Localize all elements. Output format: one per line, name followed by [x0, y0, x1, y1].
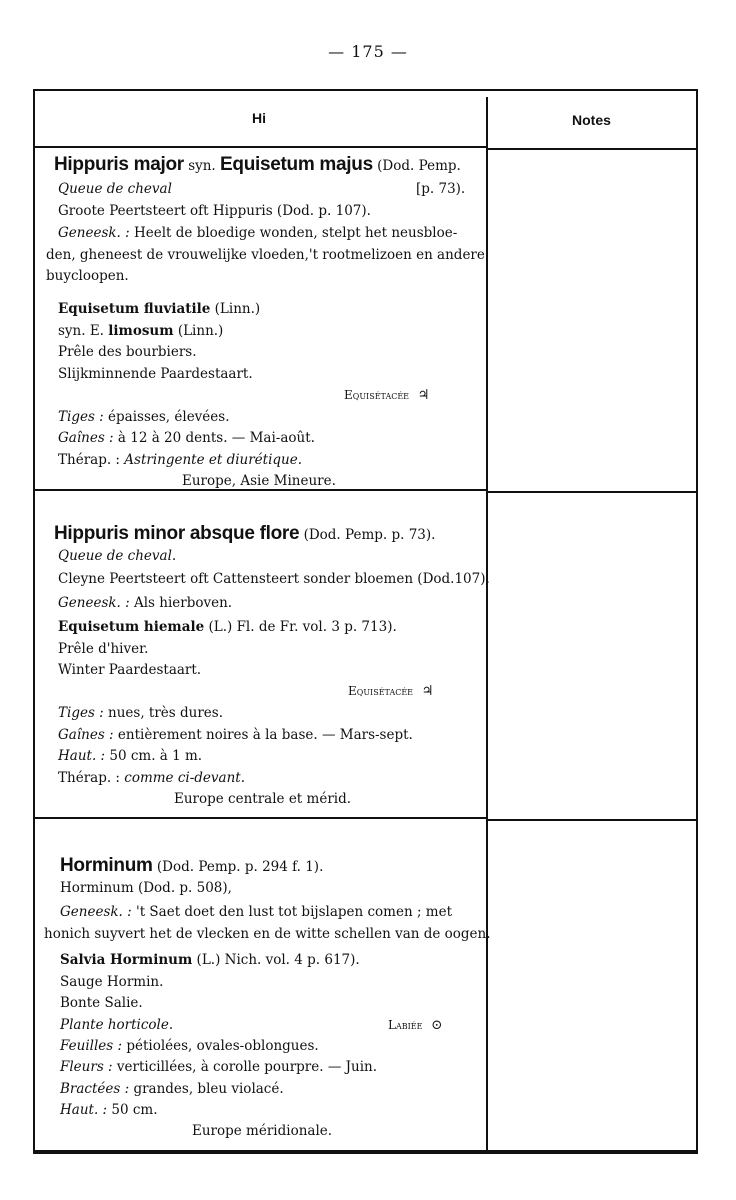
text: épaisses, élevées.	[108, 409, 230, 425]
distribution: Europe centrale et mérid.	[174, 791, 352, 807]
latin-name: Equisetum hiemale	[58, 619, 205, 635]
label: Geneesk. :	[60, 904, 132, 920]
entry-title: Hippuris major	[54, 154, 184, 175]
family-symbol: ♃	[421, 683, 434, 699]
authority: (Linn.)	[177, 323, 224, 339]
left-column-header: Hi	[252, 110, 266, 126]
notes-divider-2	[488, 819, 696, 821]
label: Fleurs :	[60, 1059, 113, 1075]
latin-name: Salvia Horminum	[60, 952, 193, 968]
text: honich suyvert het de vlecken en de witte schellen van de oogen.	[44, 926, 491, 942]
label: Gaînes :	[58, 430, 114, 446]
label: Geneesk. :	[58, 225, 130, 241]
label: Plante horticole.	[60, 1017, 174, 1033]
header-rule-right	[488, 148, 696, 150]
distribution: Europe méridionale.	[192, 1123, 333, 1139]
dutch-name: Bonte Salie.	[60, 995, 143, 1011]
reference-page: [p. 73).	[416, 181, 466, 197]
page-number: — 175 —	[328, 42, 408, 61]
entry-horminum	[44, 0, 491, 1200]
column-divider	[486, 97, 488, 1154]
authority: (L.) Nich. vol. 4 p. 617).	[196, 952, 360, 968]
french-name: Queue de cheval	[58, 181, 172, 197]
french-name: Prêle d'hiver.	[58, 641, 149, 657]
latin-name: limosum	[108, 323, 174, 339]
text: à 12 à 20 dents. — Mai-août.	[117, 430, 315, 446]
text: 't Saet doet den lust tot bijslapen comen ; met	[135, 904, 453, 920]
family-symbol: ⊙	[431, 1017, 443, 1033]
family-symbol: ♃	[417, 387, 430, 403]
text: syn. E.	[58, 323, 104, 339]
authority: (Linn.)	[214, 301, 261, 317]
reference: (Dod. Pemp. p. 73).	[303, 527, 436, 543]
reference: (Dod. Pemp.	[377, 158, 461, 174]
text: buycloopen.	[46, 268, 129, 284]
dutch-name: Winter Paardestaart.	[58, 662, 202, 678]
dutch-name: Slijkminnende Paardestaart.	[58, 366, 253, 382]
french-name: Prêle des bourbiers.	[58, 344, 197, 360]
family-name: Equisétacée	[348, 684, 414, 698]
label: Haut. :	[58, 748, 106, 764]
synonym: Horminum (Dod. p. 508),	[60, 880, 232, 896]
distribution: Europe, Asie Mineure.	[182, 473, 336, 489]
label: Gaînes :	[58, 727, 114, 743]
family-name: Equisétacée	[344, 388, 410, 402]
notes-divider-1	[488, 491, 696, 493]
entry-title-synonym: Equisetum majus	[220, 154, 373, 175]
label: Tiges :	[58, 705, 104, 721]
label: Thérap. :	[58, 452, 120, 468]
text: verticillées, à corolle pourpre. — Juin.	[116, 1059, 378, 1075]
text: 50 cm.	[111, 1102, 158, 1118]
label: Haut. :	[60, 1102, 108, 1118]
text: grandes, bleu violacé.	[133, 1081, 284, 1097]
entry-title: Horminum	[60, 855, 153, 876]
entry-title: Hippuris minor absque flore	[54, 523, 300, 544]
text: pétiolées, ovales-oblongues.	[126, 1038, 319, 1054]
text: 50 cm. à 1 m.	[109, 748, 203, 764]
label: Geneesk. :	[58, 595, 130, 611]
label: Feuilles :	[60, 1038, 123, 1054]
text: Als hierboven.	[133, 595, 233, 611]
french-name: Queue de cheval.	[58, 548, 177, 564]
family-name: Labiée	[388, 1018, 423, 1032]
text: Astringente et diurétique.	[124, 452, 303, 468]
reference: (Dod. Pemp. p. 294 f. 1).	[156, 859, 324, 875]
french-name: Sauge Hormin.	[60, 974, 164, 990]
text: entièrement noires à la base. — Mars-sept.	[117, 727, 413, 743]
syn-label: syn.	[188, 158, 216, 174]
dutch-name: Groote Peertsteert oft Hippuris (Dod. p. 107).	[58, 203, 371, 219]
authority: (L.) Fl. de Fr. vol. 3 p. 713).	[208, 619, 397, 635]
dutch-name: Cleyne Peertsteert oft Cattensteert sonder bloemen (Dod.107).	[58, 571, 490, 587]
notes-column-header: Notes	[572, 112, 611, 128]
label: Bractées :	[60, 1081, 130, 1097]
text: Heelt de bloedige wonden, stelpt het neusbloe-	[133, 225, 458, 241]
text: nues, très dures.	[108, 705, 224, 721]
label: Thérap. :	[58, 770, 120, 786]
text: comme ci-devant.	[124, 770, 245, 786]
text: den, gheneest de vrouwelijke vloeden,'t rootmelizoen en andere	[46, 247, 485, 263]
label: Tiges :	[58, 409, 104, 425]
latin-name: Equisetum fluviatile	[58, 301, 211, 317]
